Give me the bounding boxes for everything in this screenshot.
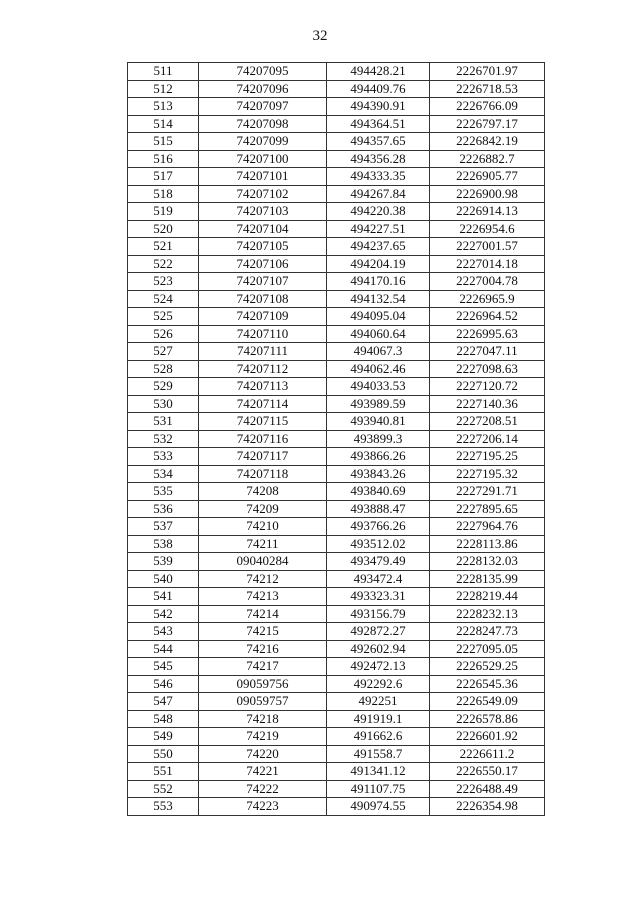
x-coordinate-cell: 494220.38 — [327, 203, 430, 221]
y-coordinate-cell: 2228219.44 — [430, 588, 545, 606]
x-coordinate-cell: 492472.13 — [327, 658, 430, 676]
x-coordinate-cell: 494237.65 — [327, 238, 430, 256]
row-number-cell: 525 — [128, 308, 199, 326]
point-id-cell: 74207113 — [199, 378, 327, 396]
y-coordinate-cell: 2226529.25 — [430, 658, 545, 676]
row-number-cell: 526 — [128, 325, 199, 343]
row-number-cell: 532 — [128, 430, 199, 448]
row-number-cell: 520 — [128, 220, 199, 238]
row-number-cell: 513 — [128, 98, 199, 116]
table-row — [128, 640, 545, 658]
table-row — [128, 535, 545, 553]
y-coordinate-cell: 2226900.98 — [430, 185, 545, 203]
table-row — [128, 605, 545, 623]
y-coordinate-cell: 2226550.17 — [430, 763, 545, 781]
y-coordinate-cell: 2226354.98 — [430, 798, 545, 816]
row-number-cell: 535 — [128, 483, 199, 501]
table-row — [128, 448, 545, 466]
x-coordinate-cell: 493323.31 — [327, 588, 430, 606]
row-number-cell: 541 — [128, 588, 199, 606]
point-id-cell: 74207105 — [199, 238, 327, 256]
table-row — [128, 343, 545, 361]
y-coordinate-cell: 2226797.17 — [430, 115, 545, 133]
x-coordinate-cell: 493472.4 — [327, 570, 430, 588]
point-id-cell: 74220 — [199, 745, 327, 763]
table-row — [128, 710, 545, 728]
point-id-cell: 74207103 — [199, 203, 327, 221]
y-coordinate-cell: 2227001.57 — [430, 238, 545, 256]
table-row — [128, 378, 545, 396]
x-coordinate-cell: 492292.6 — [327, 675, 430, 693]
table-row — [128, 430, 545, 448]
point-id-cell: 74207116 — [199, 430, 327, 448]
y-coordinate-cell: 2228135.99 — [430, 570, 545, 588]
x-coordinate-cell: 493866.26 — [327, 448, 430, 466]
point-id-cell: 74223 — [199, 798, 327, 816]
point-id-cell: 74208 — [199, 483, 327, 501]
table-row — [128, 553, 545, 571]
point-id-cell: 74212 — [199, 570, 327, 588]
point-id-cell: 74207097 — [199, 98, 327, 116]
point-id-cell: 74207111 — [199, 343, 327, 361]
x-coordinate-cell: 491107.75 — [327, 780, 430, 798]
table-row — [128, 798, 545, 816]
table-row — [128, 658, 545, 676]
x-coordinate-cell: 494095.04 — [327, 308, 430, 326]
table-row — [128, 500, 545, 518]
table-row — [128, 763, 545, 781]
table-row — [128, 483, 545, 501]
x-coordinate-cell: 494132.54 — [327, 290, 430, 308]
x-coordinate-cell: 494390.91 — [327, 98, 430, 116]
x-coordinate-cell: 494364.51 — [327, 115, 430, 133]
table-row — [128, 360, 545, 378]
x-coordinate-cell: 493512.02 — [327, 535, 430, 553]
x-coordinate-cell: 494067.3 — [327, 343, 430, 361]
x-coordinate-cell: 494409.76 — [327, 80, 430, 98]
y-coordinate-cell: 2226905.77 — [430, 168, 545, 186]
row-number-cell: 536 — [128, 500, 199, 518]
point-id-cell: 74216 — [199, 640, 327, 658]
coordinates-table — [127, 62, 545, 816]
row-number-cell: 515 — [128, 133, 199, 151]
row-number-cell: 514 — [128, 115, 199, 133]
x-coordinate-cell: 493479.49 — [327, 553, 430, 571]
y-coordinate-cell: 2226965.9 — [430, 290, 545, 308]
table-row — [128, 780, 545, 798]
table-row — [128, 395, 545, 413]
point-id-cell: 74207106 — [199, 255, 327, 273]
point-id-cell: 74207109 — [199, 308, 327, 326]
point-id-cell: 74207098 — [199, 115, 327, 133]
x-coordinate-cell: 494170.16 — [327, 273, 430, 291]
y-coordinate-cell: 2228232.13 — [430, 605, 545, 623]
y-coordinate-cell: 2227195.32 — [430, 465, 545, 483]
x-coordinate-cell: 494333.35 — [327, 168, 430, 186]
y-coordinate-cell: 2227014.18 — [430, 255, 545, 273]
y-coordinate-cell: 2227964.76 — [430, 518, 545, 536]
table-row — [128, 133, 545, 151]
x-coordinate-cell: 494356.28 — [327, 150, 430, 168]
row-number-cell: 534 — [128, 465, 199, 483]
point-id-cell: 74207100 — [199, 150, 327, 168]
point-id-cell: 74222 — [199, 780, 327, 798]
point-id-cell: 74207115 — [199, 413, 327, 431]
y-coordinate-cell: 2227095.05 — [430, 640, 545, 658]
y-coordinate-cell: 2227208.51 — [430, 413, 545, 431]
coordinates-table-body — [128, 63, 545, 816]
point-id-cell: 74215 — [199, 623, 327, 641]
x-coordinate-cell: 494428.21 — [327, 63, 430, 81]
row-number-cell: 548 — [128, 710, 199, 728]
table-row — [128, 185, 545, 203]
row-number-cell: 549 — [128, 728, 199, 746]
row-number-cell: 551 — [128, 763, 199, 781]
table-row — [128, 745, 545, 763]
x-coordinate-cell: 494062.46 — [327, 360, 430, 378]
row-number-cell: 517 — [128, 168, 199, 186]
row-number-cell: 538 — [128, 535, 199, 553]
table-row — [128, 325, 545, 343]
point-id-cell: 74218 — [199, 710, 327, 728]
row-number-cell: 542 — [128, 605, 199, 623]
row-number-cell: 533 — [128, 448, 199, 466]
x-coordinate-cell: 494060.64 — [327, 325, 430, 343]
point-id-cell: 74207107 — [199, 273, 327, 291]
y-coordinate-cell: 2227004.78 — [430, 273, 545, 291]
row-number-cell: 516 — [128, 150, 199, 168]
point-id-cell: 74207095 — [199, 63, 327, 81]
table-row — [128, 588, 545, 606]
point-id-cell: 74217 — [199, 658, 327, 676]
y-coordinate-cell: 2227895.65 — [430, 500, 545, 518]
point-id-cell: 74221 — [199, 763, 327, 781]
row-number-cell: 521 — [128, 238, 199, 256]
row-number-cell: 528 — [128, 360, 199, 378]
y-coordinate-cell: 2227140.36 — [430, 395, 545, 413]
table-row — [128, 63, 545, 81]
table-row — [128, 728, 545, 746]
table-row — [128, 220, 545, 238]
x-coordinate-cell: 491662.6 — [327, 728, 430, 746]
table-row — [128, 518, 545, 536]
x-coordinate-cell: 493766.26 — [327, 518, 430, 536]
y-coordinate-cell: 2226964.52 — [430, 308, 545, 326]
y-coordinate-cell: 2227195.25 — [430, 448, 545, 466]
point-id-cell: 74207101 — [199, 168, 327, 186]
y-coordinate-cell: 2226995.63 — [430, 325, 545, 343]
page-number: 32 — [312, 28, 328, 44]
x-coordinate-cell: 491341.12 — [327, 763, 430, 781]
row-number-cell: 512 — [128, 80, 199, 98]
y-coordinate-cell: 2226954.6 — [430, 220, 545, 238]
x-coordinate-cell: 493899.3 — [327, 430, 430, 448]
row-number-cell: 524 — [128, 290, 199, 308]
table-row — [128, 203, 545, 221]
y-coordinate-cell: 2226882.7 — [430, 150, 545, 168]
y-coordinate-cell: 2227291.71 — [430, 483, 545, 501]
point-id-cell: 74207114 — [199, 395, 327, 413]
row-number-cell: 537 — [128, 518, 199, 536]
y-coordinate-cell: 2226488.49 — [430, 780, 545, 798]
table-row — [128, 413, 545, 431]
x-coordinate-cell: 494357.65 — [327, 133, 430, 151]
point-id-cell: 74219 — [199, 728, 327, 746]
x-coordinate-cell: 493840.69 — [327, 483, 430, 501]
point-id-cell: 74209 — [199, 500, 327, 518]
x-coordinate-cell: 493989.59 — [327, 395, 430, 413]
row-number-cell: 547 — [128, 693, 199, 711]
row-number-cell: 546 — [128, 675, 199, 693]
row-number-cell: 543 — [128, 623, 199, 641]
x-coordinate-cell: 494267.84 — [327, 185, 430, 203]
table-row — [128, 308, 545, 326]
table-row — [128, 255, 545, 273]
row-number-cell: 550 — [128, 745, 199, 763]
table-row — [128, 98, 545, 116]
point-id-cell: 74210 — [199, 518, 327, 536]
table-row — [128, 570, 545, 588]
point-id-cell: 74207110 — [199, 325, 327, 343]
y-coordinate-cell: 2228113.86 — [430, 535, 545, 553]
row-number-cell: 530 — [128, 395, 199, 413]
x-coordinate-cell: 493888.47 — [327, 500, 430, 518]
y-coordinate-cell: 2228132.03 — [430, 553, 545, 571]
table-row — [128, 80, 545, 98]
y-coordinate-cell: 2226578.86 — [430, 710, 545, 728]
point-id-cell: 74207108 — [199, 290, 327, 308]
table-row — [128, 115, 545, 133]
row-number-cell: 544 — [128, 640, 199, 658]
row-number-cell: 531 — [128, 413, 199, 431]
table-row — [128, 238, 545, 256]
point-id-cell: 09040284 — [199, 553, 327, 571]
row-number-cell: 539 — [128, 553, 199, 571]
y-coordinate-cell: 2226914.13 — [430, 203, 545, 221]
y-coordinate-cell: 2227120.72 — [430, 378, 545, 396]
table-row — [128, 273, 545, 291]
y-coordinate-cell: 2226766.09 — [430, 98, 545, 116]
y-coordinate-cell: 2227206.14 — [430, 430, 545, 448]
row-number-cell: 529 — [128, 378, 199, 396]
y-coordinate-cell: 2226545.36 — [430, 675, 545, 693]
table-row — [128, 168, 545, 186]
x-coordinate-cell: 494227.51 — [327, 220, 430, 238]
point-id-cell: 74207104 — [199, 220, 327, 238]
point-id-cell: 09059757 — [199, 693, 327, 711]
point-id-cell: 09059756 — [199, 675, 327, 693]
table-row — [128, 465, 545, 483]
row-number-cell: 522 — [128, 255, 199, 273]
point-id-cell: 74207117 — [199, 448, 327, 466]
x-coordinate-cell: 492602.94 — [327, 640, 430, 658]
x-coordinate-cell: 491919.1 — [327, 710, 430, 728]
point-id-cell: 74207118 — [199, 465, 327, 483]
x-coordinate-cell: 493940.81 — [327, 413, 430, 431]
point-id-cell: 74207102 — [199, 185, 327, 203]
x-coordinate-cell: 494033.53 — [327, 378, 430, 396]
y-coordinate-cell: 2227047.11 — [430, 343, 545, 361]
x-coordinate-cell: 490974.55 — [327, 798, 430, 816]
table-row — [128, 693, 545, 711]
y-coordinate-cell: 2226611.2 — [430, 745, 545, 763]
y-coordinate-cell: 2227098.63 — [430, 360, 545, 378]
row-number-cell: 552 — [128, 780, 199, 798]
y-coordinate-cell: 2226601.92 — [430, 728, 545, 746]
x-coordinate-cell: 492872.27 — [327, 623, 430, 641]
x-coordinate-cell: 493843.26 — [327, 465, 430, 483]
y-coordinate-cell: 2226842.19 — [430, 133, 545, 151]
row-number-cell: 527 — [128, 343, 199, 361]
table-row — [128, 150, 545, 168]
table-row — [128, 675, 545, 693]
point-id-cell: 74207099 — [199, 133, 327, 151]
table-row — [128, 623, 545, 641]
y-coordinate-cell: 2226701.97 — [430, 63, 545, 81]
row-number-cell: 519 — [128, 203, 199, 221]
row-number-cell: 553 — [128, 798, 199, 816]
row-number-cell: 540 — [128, 570, 199, 588]
row-number-cell: 518 — [128, 185, 199, 203]
x-coordinate-cell: 494204.19 — [327, 255, 430, 273]
x-coordinate-cell: 493156.79 — [327, 605, 430, 623]
table-row — [128, 290, 545, 308]
y-coordinate-cell: 2226549.09 — [430, 693, 545, 711]
point-id-cell: 74214 — [199, 605, 327, 623]
point-id-cell: 74211 — [199, 535, 327, 553]
x-coordinate-cell: 491558.7 — [327, 745, 430, 763]
point-id-cell: 74207112 — [199, 360, 327, 378]
x-coordinate-cell: 492251 — [327, 693, 430, 711]
point-id-cell: 74213 — [199, 588, 327, 606]
row-number-cell: 511 — [128, 63, 199, 81]
row-number-cell: 545 — [128, 658, 199, 676]
row-number-cell: 523 — [128, 273, 199, 291]
point-id-cell: 74207096 — [199, 80, 327, 98]
y-coordinate-cell: 2226718.53 — [430, 80, 545, 98]
y-coordinate-cell: 2228247.73 — [430, 623, 545, 641]
